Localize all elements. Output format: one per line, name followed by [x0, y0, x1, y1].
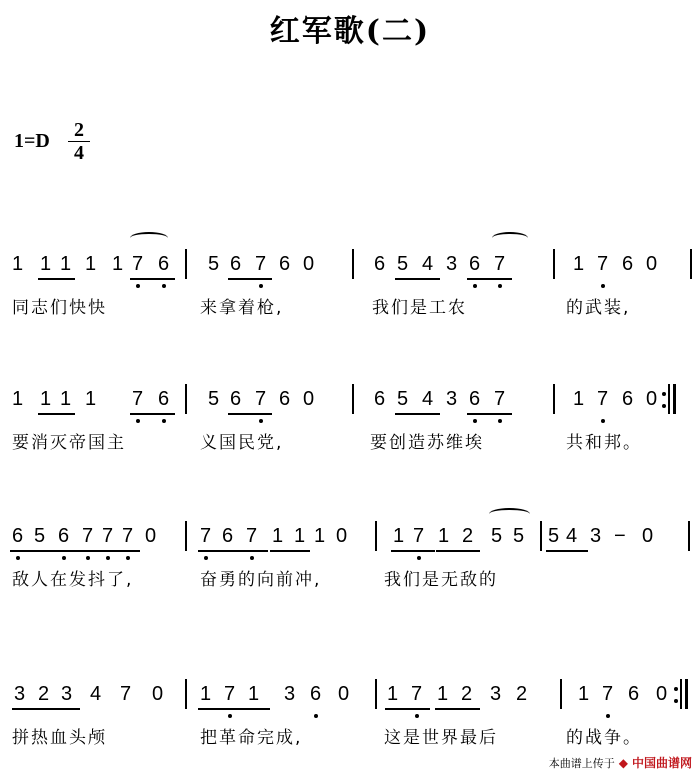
note: 6: [158, 253, 170, 275]
barline-thick: [685, 679, 688, 709]
octave-dot-below: [86, 556, 90, 560]
note: 3: [590, 525, 602, 547]
barline: [352, 384, 354, 414]
barline: [185, 384, 187, 414]
octave-dot-below: [498, 284, 502, 288]
footer-site: 中国曲谱网: [631, 756, 692, 770]
octave-dot-below: [314, 714, 318, 718]
lyric-phrase: 要消灭帝国主: [12, 433, 126, 453]
barline: [185, 679, 187, 709]
lyric-phrase: 把革命完成,: [200, 728, 303, 748]
lyric-phrase: 的武装,: [566, 298, 631, 318]
underline-beam: [436, 550, 480, 552]
note: 6: [374, 388, 386, 410]
note: 7: [411, 683, 423, 705]
note: 3: [446, 388, 458, 410]
note: 7: [82, 525, 94, 547]
note: 2: [462, 525, 474, 547]
note: 0: [303, 253, 315, 275]
note: 7: [597, 253, 609, 275]
barline-thick: [673, 384, 676, 414]
underline-beam: [467, 278, 512, 280]
note: 5: [397, 388, 409, 410]
octave-dot-below: [415, 714, 419, 718]
underline-beam: [38, 413, 75, 415]
note: 6: [628, 683, 640, 705]
note: 1: [437, 683, 449, 705]
underline-beam: [130, 413, 175, 415]
octave-dot-below: [126, 556, 130, 560]
repeat-dot: [662, 392, 666, 396]
note: 3: [284, 683, 296, 705]
underline-beam: [395, 413, 440, 415]
note: 0: [656, 683, 668, 705]
note: 1: [248, 683, 260, 705]
note: 4: [422, 253, 434, 275]
note: 5: [208, 388, 220, 410]
note: 4: [566, 525, 578, 547]
barline: [553, 384, 555, 414]
note: 6: [230, 388, 242, 410]
note: 3: [61, 683, 73, 705]
note: 0: [336, 525, 348, 547]
note: 1: [40, 253, 52, 275]
note: 1: [112, 253, 124, 275]
note: 2: [516, 683, 528, 705]
note: 5: [491, 525, 503, 547]
note: 7: [597, 388, 609, 410]
lyric-phrase: 来拿着枪,: [200, 298, 284, 318]
note: 1: [573, 388, 585, 410]
underline-beam: [228, 413, 272, 415]
note: 3: [490, 683, 502, 705]
note: 7: [120, 683, 132, 705]
underline-beam: [395, 278, 440, 280]
note: 6: [622, 253, 634, 275]
note: 7: [494, 253, 506, 275]
barline: [352, 249, 354, 279]
lyric-phrase: 的战争。: [566, 728, 642, 748]
note: 0: [338, 683, 350, 705]
underline-beam: [198, 708, 270, 710]
note: 3: [14, 683, 26, 705]
note: 1: [393, 525, 405, 547]
underline-beam: [270, 550, 310, 552]
underline-beam: [198, 550, 268, 552]
lyric-phrase: 这是世界最后: [384, 728, 498, 748]
note: 1: [272, 525, 284, 547]
octave-dot-below: [106, 556, 110, 560]
note: 7: [255, 388, 267, 410]
repeat-dot: [662, 404, 666, 408]
octave-dot-below: [473, 284, 477, 288]
note: 5: [548, 525, 560, 547]
barline: [540, 521, 542, 551]
slur: [492, 232, 528, 244]
octave-dot-below: [136, 419, 140, 423]
underline-beam: [228, 278, 272, 280]
note: 4: [422, 388, 434, 410]
note: 1: [438, 525, 450, 547]
octave-dot-below: [204, 556, 208, 560]
note: 7: [494, 388, 506, 410]
octave-dot-below: [601, 284, 605, 288]
note: 1: [314, 525, 326, 547]
note: 7: [255, 253, 267, 275]
upload-footer: [549, 754, 692, 771]
barline: [688, 521, 690, 551]
note: 7: [102, 525, 114, 547]
note: 6: [222, 525, 234, 547]
barline: [668, 384, 670, 414]
note: 1: [573, 253, 585, 275]
barline: [375, 679, 377, 709]
note: 1: [12, 388, 24, 410]
time-signature-bottom: 4: [74, 142, 84, 164]
lyric-phrase: 同志们快快: [12, 298, 107, 318]
underline-beam: [391, 550, 435, 552]
barline: [560, 679, 562, 709]
octave-dot-below: [498, 419, 502, 423]
note: 1: [387, 683, 399, 705]
repeat-dot: [674, 699, 678, 703]
lyric-phrase: 拼热血头颅: [12, 728, 107, 748]
note: 1: [578, 683, 590, 705]
time-signature-top: 2: [74, 119, 84, 141]
note: 7: [200, 525, 212, 547]
note: 1: [60, 388, 72, 410]
note: 6: [158, 388, 170, 410]
note: 7: [246, 525, 258, 547]
slur: [130, 232, 168, 244]
note: −: [614, 525, 626, 547]
time-signature: [68, 120, 90, 163]
octave-dot-below: [136, 284, 140, 288]
lyric-phrase: 义国民党,: [200, 433, 284, 453]
note: 6: [374, 253, 386, 275]
footer-text: 本曲谱上传于: [548, 756, 615, 770]
note: 1: [200, 683, 212, 705]
barline: [690, 249, 692, 279]
score-title: 红军歌(二): [269, 14, 431, 49]
note: 6: [230, 253, 242, 275]
note: 2: [461, 683, 473, 705]
note: 6: [469, 253, 481, 275]
note: 6: [622, 388, 634, 410]
octave-dot-below: [162, 284, 166, 288]
note: 6: [279, 253, 291, 275]
note: 0: [145, 525, 157, 547]
note: 7: [413, 525, 425, 547]
note: 0: [152, 683, 164, 705]
note: 5: [34, 525, 46, 547]
note: 5: [208, 253, 220, 275]
repeat-dot: [674, 687, 678, 691]
octave-dot-below: [473, 419, 477, 423]
lyric-phrase: 我们是工农: [372, 298, 467, 318]
underline-beam: [385, 708, 430, 710]
note: 0: [646, 388, 658, 410]
underline-beam: [467, 413, 512, 415]
note: 1: [12, 253, 24, 275]
octave-dot-below: [601, 419, 605, 423]
note: 6: [58, 525, 70, 547]
note: 7: [132, 388, 144, 410]
underline-beam: [435, 708, 480, 710]
underline-beam: [38, 278, 75, 280]
octave-dot-below: [606, 714, 610, 718]
octave-dot-below: [259, 419, 263, 423]
octave-dot-below: [16, 556, 20, 560]
underline-beam: [80, 550, 140, 552]
note: 6: [469, 388, 481, 410]
note: 2: [38, 683, 50, 705]
note: 0: [646, 253, 658, 275]
underline-beam: [130, 278, 175, 280]
note: 7: [132, 253, 144, 275]
lyric-phrase: 我们是无敌的: [384, 570, 498, 590]
octave-dot-below: [162, 419, 166, 423]
note: 0: [642, 525, 654, 547]
lyric-phrase: 要创造苏维埃: [370, 433, 484, 453]
note: 4: [90, 683, 102, 705]
octave-dot-below: [250, 556, 254, 560]
barline: [553, 249, 555, 279]
lyric-phrase: 奋勇的向前冲,: [200, 570, 322, 590]
key-signature: 1=D: [14, 130, 50, 152]
octave-dot-below: [259, 284, 263, 288]
note: 6: [279, 388, 291, 410]
octave-dot-below: [228, 714, 232, 718]
note: 1: [60, 253, 72, 275]
barline: [185, 249, 187, 279]
note: 1: [85, 253, 97, 275]
barline: [680, 679, 682, 709]
note: 7: [224, 683, 236, 705]
note: 7: [602, 683, 614, 705]
lyric-phrase: 共和邦。: [566, 433, 642, 453]
note: 6: [12, 525, 24, 547]
barline: [185, 521, 187, 551]
note: 0: [303, 388, 315, 410]
octave-dot-below: [417, 556, 421, 560]
note: 6: [310, 683, 322, 705]
underline-beam: [546, 550, 588, 552]
underline-beam: [12, 708, 80, 710]
note: 5: [513, 525, 525, 547]
octave-dot-below: [62, 556, 66, 560]
slur: [489, 508, 530, 520]
site-logo-icon: ◆: [618, 755, 628, 770]
underline-beam: [10, 550, 80, 552]
barline: [375, 521, 377, 551]
note: 5: [397, 253, 409, 275]
note: 7: [122, 525, 134, 547]
lyric-phrase: 敌人在发抖了,: [12, 570, 134, 590]
note: 3: [446, 253, 458, 275]
note: 1: [294, 525, 306, 547]
note: 1: [40, 388, 52, 410]
note: 1: [85, 388, 97, 410]
